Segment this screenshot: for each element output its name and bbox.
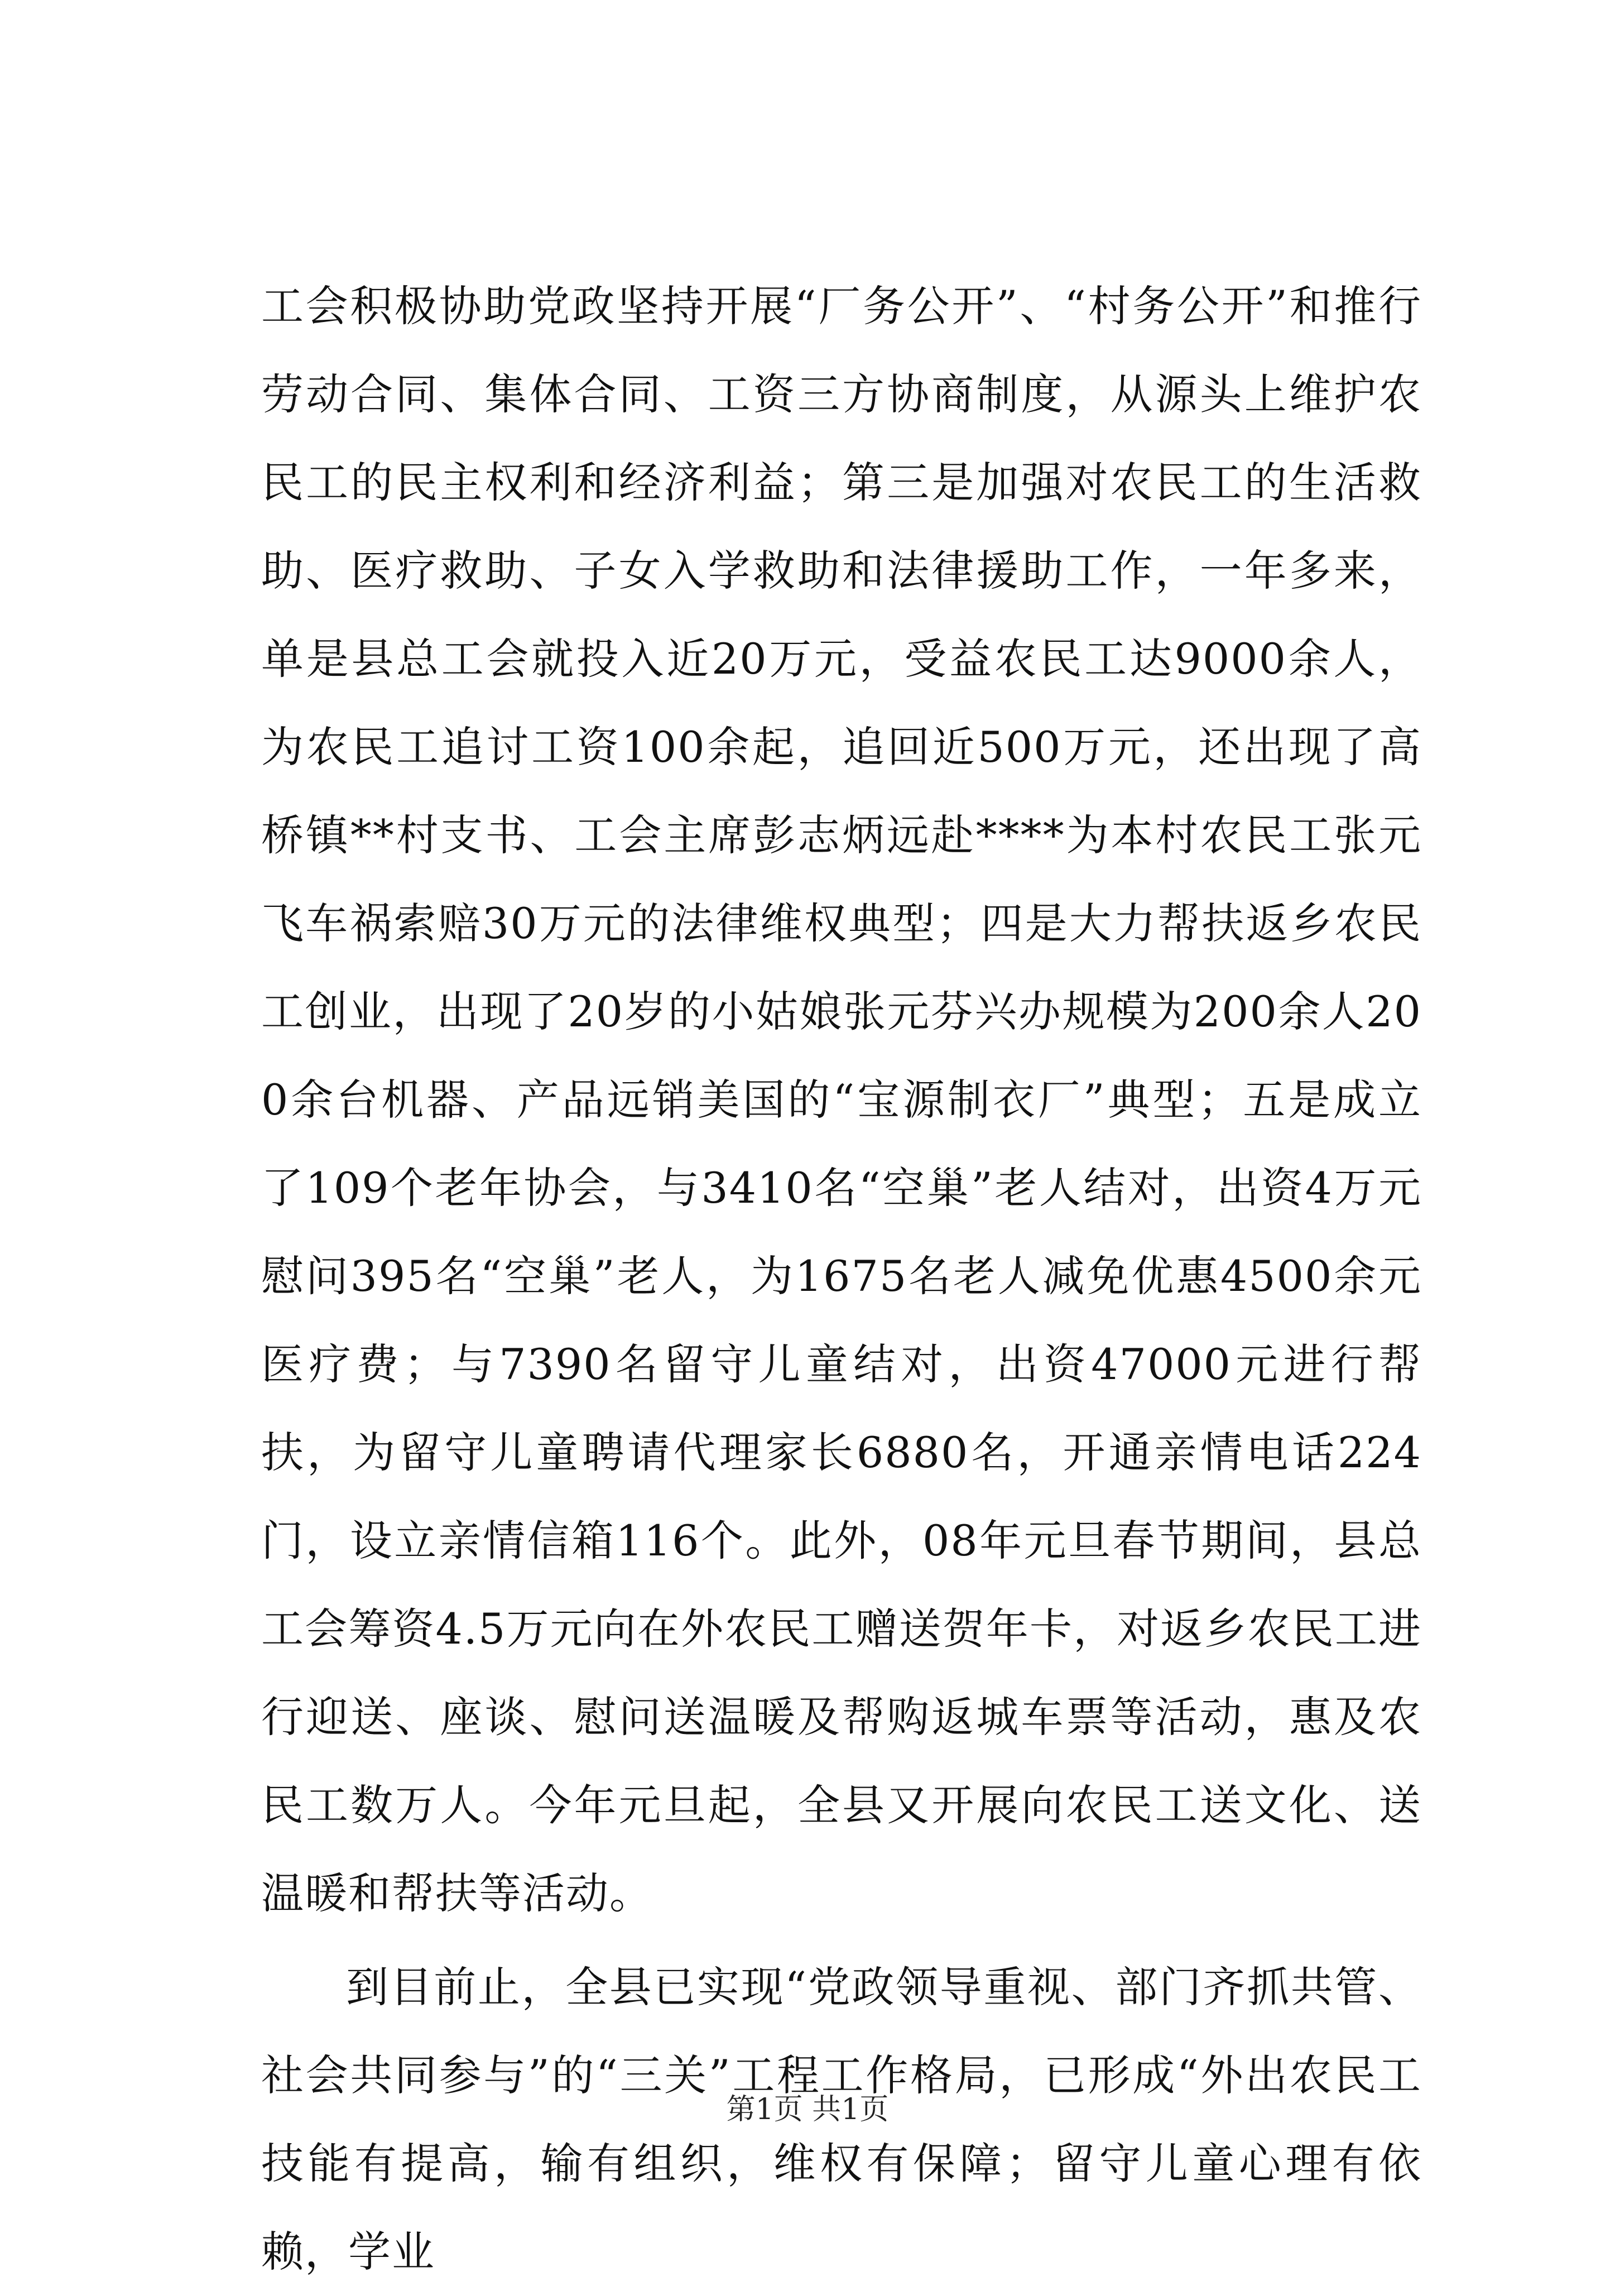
document-body bbox=[261, 262, 1422, 2296]
paragraph-1: 工会积极协助党政坚持开展“厂务公开”、“村务公开”和推行劳动合同、集体合同、工资三方协商制度，从源头上维护农民工的民主权利和经济利益；第三是加强对农民工的生活救助、医疗救助、子女入学救助和法律援助工作，一年多来，单是县总工会就投入近20万元，受益农民工达9000余人，为农民工追讨工资100余起，追回近500万元，还出现了高桥镇**村支书、工会主席彭志炳远赴****为本村农民工张元飞车祸索赔30万元的法律维权典型；四是大力帮扶返乡农民工创业，出现了20岁的小姑娘张元芬兴办规模为200余人200余台机器、产品远销美国的“宝源制衣厂”典型；五是成立了109个老年协会，与3410名“空巢”老人结对，出资4万元慰问395名“空巢”老人，为1675名老人减免优惠4500余元医疗费；与7390名留守儿童结对，出资47000元进行帮扶，为留守儿童聘请代理家长6880名，开通亲情电话224门，设立亲情信箱116个。此外，08年元旦春节期间，县总工会筹资4.5万元向在外农民工赠送贺年卡，对返乡农民工进行迎送、座谈、慰问送温暖及帮购返城车票等活动，惠及农民工数万人。今年元旦起，全县又开展向农民工送文化、送温暖和帮扶等活动。 bbox=[261, 281, 1422, 1918]
paragraph-2: 到目前止，全县已实现“党政领导重视、部门齐抓共管、社会共同参与”的“三关”工程工作格局，已形成“外出农民工技能有提高，输有组织，维权有保障；留守儿童心理有依赖，学业 bbox=[261, 1962, 1422, 2276]
page-footer: 第1页 共1页 bbox=[726, 2093, 889, 2126]
